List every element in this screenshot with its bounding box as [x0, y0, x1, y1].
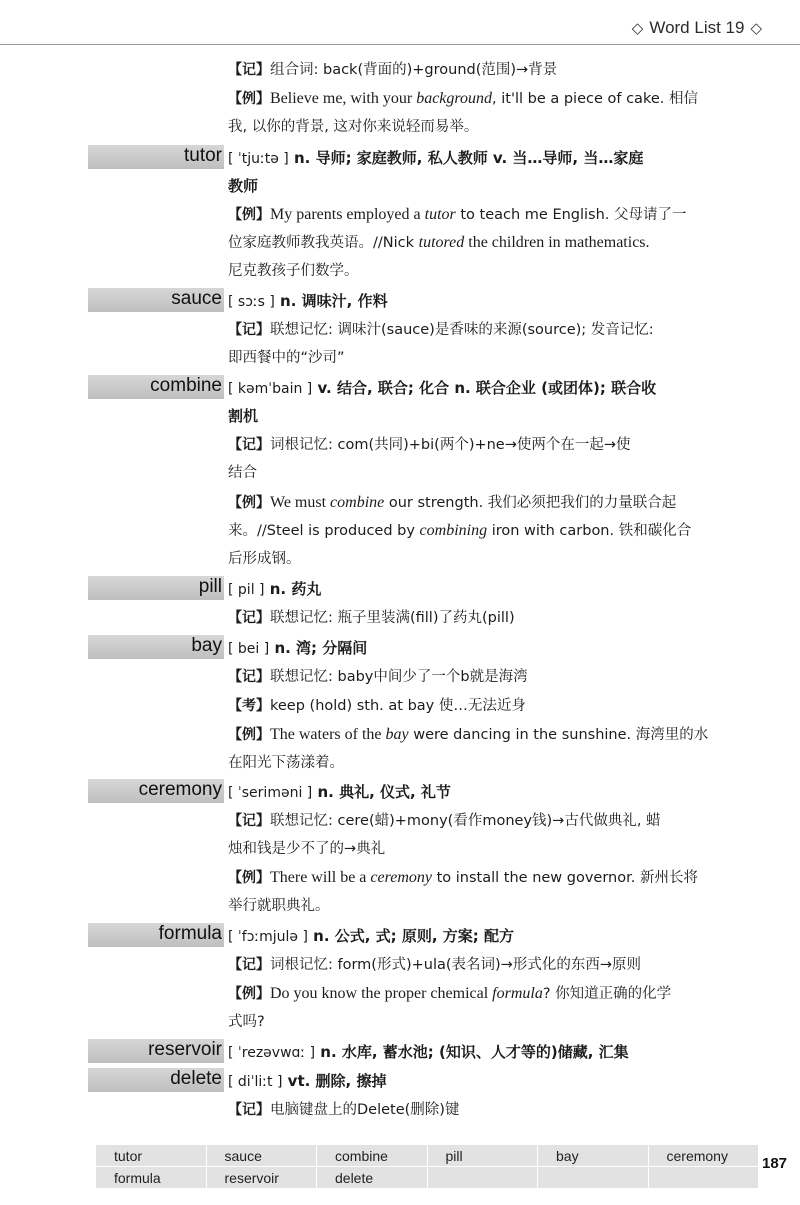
example-tutor-line3: 尼克教孩子们数学。	[228, 263, 359, 279]
headword-combine: combine	[150, 375, 222, 396]
definition-tutor: [ ˈtjuːtə ] n. 导师; 家庭教师, 私人教师 v. 当…导师, 当…家庭	[228, 149, 644, 167]
review-row-2	[96, 1167, 759, 1189]
memo-pill: 【记】联想记忆: 瓶子里装满(fill)了药丸(pill)	[228, 610, 515, 626]
diamond-outline-icon: ◇	[631, 20, 644, 37]
review-cell: combine	[317, 1145, 428, 1167]
example-tutor-line2: 位家庭教师教我英语。//Nick tutored the children in mathematics.	[228, 234, 650, 251]
definition-ceremony: [ ˈseriməni ] n. 典礼, 仪式, 礼节	[228, 783, 451, 801]
memo-ceremony-line1: 【记】联想记忆: cere(蜡)+mony(看作money钱)→古代做典礼, 蜡	[228, 813, 661, 829]
example-combine-line2: 来。//Steel is produced by combining iron with carbon. 铁和碳化合	[228, 522, 692, 539]
intro-memo: 【记】组合词: back(背面的)+ground(范围)→背景	[228, 62, 558, 78]
example-ceremony-line1: 【例】There will be a ceremony to install the new governor. 新州长将	[228, 869, 698, 886]
example-combine-line1: 【例】We must combine our strength. 我们必须把我们的力量联合起	[228, 494, 677, 511]
memo-combine-line2: 结合	[228, 465, 257, 481]
memo-combine-line1: 【记】词根记忆: com(共同)+bi(两个)+ne→使两个在一起→使	[228, 437, 631, 453]
word-list-title: Word List 19	[649, 18, 745, 37]
review-cell: tutor	[96, 1145, 207, 1167]
review-cell: ceremony	[648, 1145, 759, 1167]
review-word-table	[95, 1144, 759, 1189]
review-cell: bay	[538, 1145, 649, 1167]
memo-sauce-line1: 【记】联想记忆: 调味汁(sauce)是香味的来源(source); 发音记忆:	[228, 322, 654, 338]
headword-tutor: tutor	[183, 145, 222, 166]
example-bay-line1: 【例】The waters of the bay were dancing in the sunshine. 海湾里的水	[228, 726, 709, 743]
example-bay-line2: 在阳光下荡漾着。	[228, 755, 344, 771]
headword-formula: formula	[158, 923, 222, 944]
definition-formula: [ ˈfɔːmjulə ] n. 公式, 式; 原则, 方案; 配方	[228, 927, 515, 945]
example-ceremony-line2: 举行就职典礼。	[228, 898, 330, 914]
definition-pill: [ pil ] n. 药丸	[228, 580, 322, 598]
headword-delete: delete	[170, 1068, 222, 1089]
headword-reservoir: reservoir	[148, 1039, 222, 1060]
definition-bay: [ bei ] n. 湾; 分隔间	[228, 639, 368, 657]
example-formula-line1: 【例】Do you know the proper chemical formula? 你知道正确的化学	[228, 985, 672, 1002]
headword-ceremony: ceremony	[138, 779, 222, 800]
header-divider	[0, 44, 800, 45]
review-cell	[648, 1167, 759, 1189]
memo-delete: 【记】电脑键盘上的Delete(删除)键	[228, 1102, 460, 1118]
exam-bay: 【考】keep (hold) sth. at bay 使…无法近身	[228, 698, 526, 714]
review-cell: pill	[427, 1145, 538, 1167]
memo-formula: 【记】词根记忆: form(形式)+ula(表名词)→形式化的东西→原则	[228, 957, 641, 973]
page-header	[632, 18, 762, 38]
review-cell: reservoir	[206, 1167, 317, 1189]
headword-bay: bay	[191, 635, 222, 656]
intro-example-line2: 我, 以你的背景, 这对你来说轻而易举。	[228, 119, 479, 135]
memo-sauce-line2: 即西餐中的“沙司”	[228, 350, 345, 366]
review-cell: sauce	[206, 1145, 317, 1167]
definition-reservoir: [ ˈrezəvwɑː ] n. 水库, 蓄水池; (知识、人才等的)储藏, 汇集	[228, 1043, 629, 1061]
review-grid	[95, 1144, 759, 1189]
headword-sauce: sauce	[171, 288, 222, 309]
review-cell: formula	[96, 1167, 207, 1189]
review-row-1	[96, 1145, 759, 1167]
review-cell	[427, 1167, 538, 1189]
diamond-outline-icon: ◇	[750, 20, 762, 37]
example-tutor-line1: 【例】My parents employed a tutor to teach me English. 父母请了一	[228, 206, 687, 223]
review-cell: delete	[317, 1167, 428, 1189]
intro-example-line1: 【例】Believe me, with your background, it'll be a piece of cake. 相信	[228, 90, 698, 107]
memo-ceremony-line2: 烛和钱是少不了的→典礼	[228, 841, 386, 857]
definition-combine: [ kəmˈbain ] v. 结合, 联合; 化合 n. 联合企业 (或团体); 联合收	[228, 379, 657, 397]
definition-tutor-line2: 教师	[228, 177, 259, 195]
review-cell	[538, 1167, 649, 1189]
definition-delete: [ diˈliːt ] vt. 删除, 擦掉	[228, 1072, 387, 1090]
example-combine-line3: 后形成钢。	[228, 551, 301, 567]
example-formula-line2: 式吗?	[228, 1014, 265, 1030]
definition-sauce: [ sɔːs ] n. 调味汁, 作料	[228, 292, 388, 310]
page-number: 187	[762, 1155, 788, 1172]
memo-bay: 【记】联想记忆: baby中间少了一个b就是海湾	[228, 669, 528, 685]
headword-pill: pill	[198, 576, 222, 597]
definition-combine-line2: 割机	[228, 407, 259, 425]
